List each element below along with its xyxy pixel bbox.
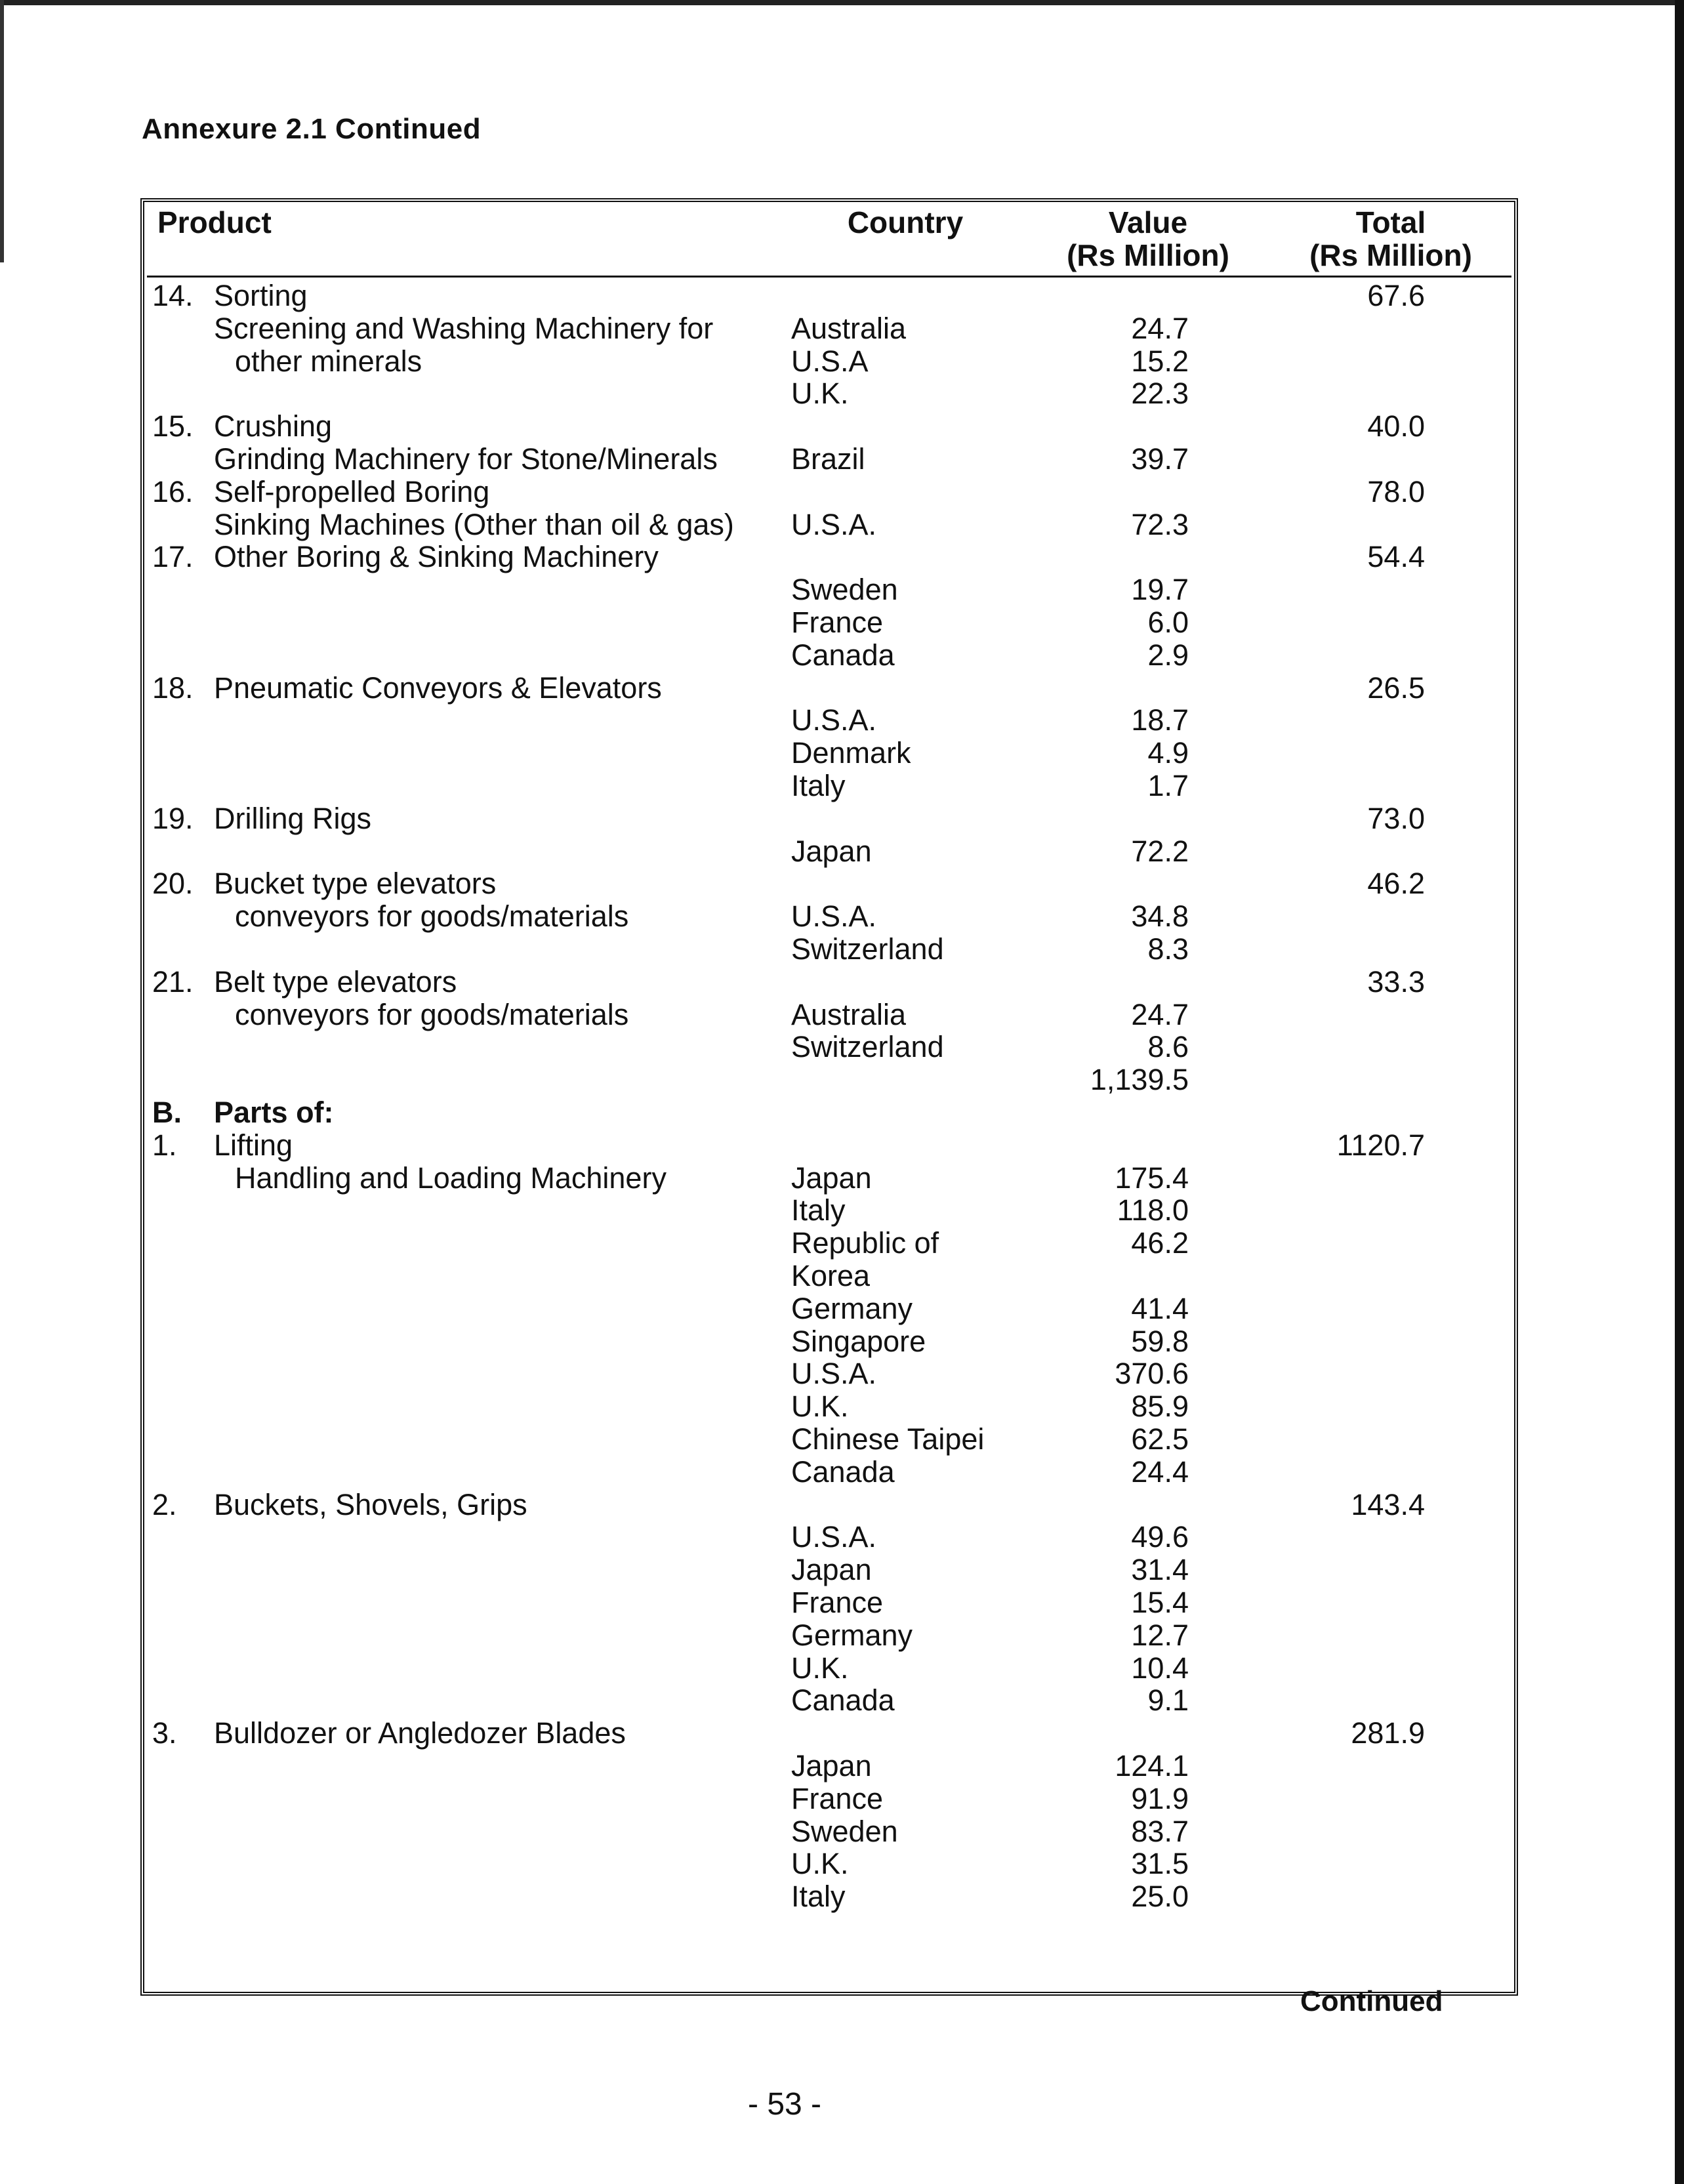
total-cell: 40.0: [1367, 409, 1425, 443]
total-cell: 67.6: [1367, 279, 1425, 312]
row-number: 15.: [152, 409, 194, 443]
value-cell: 72.3: [1131, 508, 1189, 541]
country-cell: Italy: [791, 769, 846, 802]
product-cell: other minerals: [235, 344, 422, 378]
product-cell: conveyors for goods/materials: [235, 998, 629, 1031]
country-cell: France: [791, 1586, 884, 1619]
value-cell: 72.2: [1131, 834, 1189, 868]
country-cell: U.S.A.: [791, 899, 877, 933]
total-cell: 1120.7: [1336, 1128, 1425, 1162]
country-cell: U.S.A: [791, 344, 869, 378]
value-cell: 10.4: [1131, 1651, 1189, 1685]
row-number: 21.: [152, 965, 194, 999]
value-cell: 8.3: [1147, 932, 1189, 966]
total-cell: 281.9: [1351, 1716, 1425, 1750]
page-number: - 53 -: [748, 2087, 822, 2122]
value-cell: 6.0: [1147, 606, 1189, 639]
value-cell: 39.7: [1131, 442, 1189, 476]
row-number: 16.: [152, 475, 194, 508]
country-cell: U.S.A.: [791, 1357, 877, 1390]
product-cell: Pneumatic Conveyors & Elevators: [214, 671, 662, 705]
country-cell: Sweden: [791, 1815, 898, 1848]
column-header-country: Country: [847, 205, 964, 239]
value-cell: 85.9: [1131, 1390, 1189, 1423]
product-cell: Sinking Machines (Other than oil & gas): [214, 508, 734, 541]
product-cell: Self-propelled Boring: [214, 475, 490, 508]
value-cell: 12.7: [1131, 1618, 1189, 1652]
value-cell: 370.6: [1115, 1357, 1189, 1390]
country-cell: Canada: [791, 1455, 895, 1489]
value-cell: 9.1: [1147, 1683, 1189, 1717]
value-cell: 15.2: [1131, 344, 1189, 378]
country-cell: U.K.: [791, 1847, 849, 1880]
value-cell: 24.7: [1131, 998, 1189, 1031]
value-cell: 22.3: [1131, 377, 1189, 410]
row-number: 18.: [152, 671, 194, 705]
product-cell: Grinding Machinery for Stone/Minerals: [214, 442, 718, 476]
total-cell: 73.0: [1367, 802, 1425, 835]
country-cell: Italy: [791, 1193, 846, 1227]
country-cell: U.K.: [791, 1651, 849, 1685]
value-cell: 46.2: [1131, 1226, 1189, 1260]
value-cell: 18.7: [1131, 703, 1189, 737]
value-cell: 25.0: [1131, 1880, 1189, 1913]
row-number: 2.: [152, 1488, 177, 1521]
country-cell: Japan: [791, 1749, 872, 1782]
row-number: 19.: [152, 802, 194, 835]
country-cell: Japan: [791, 1553, 872, 1586]
country-cell: Canada: [791, 638, 895, 672]
country-cell: Canada: [791, 1683, 895, 1717]
total-cell: 33.3: [1367, 965, 1425, 999]
value-cell: 1,139.5: [1090, 1063, 1189, 1096]
product-cell: Other Boring & Sinking Machinery: [214, 540, 659, 573]
column-header-total-line2: (Rs Million): [1309, 238, 1472, 272]
country-cell: U.S.A.: [791, 508, 877, 541]
column-header-product: Product: [157, 205, 272, 239]
value-cell: 24.4: [1131, 1455, 1189, 1489]
country-cell: Korea: [791, 1259, 871, 1292]
product-cell: Handling and Loading Machinery: [235, 1161, 667, 1195]
value-cell: 49.6: [1131, 1520, 1189, 1554]
country-cell: U.K.: [791, 377, 849, 410]
country-cell: Brazil: [791, 442, 865, 476]
country-cell: Switzerland: [791, 932, 944, 966]
value-cell: 8.6: [1147, 1030, 1189, 1063]
country-cell: Sweden: [791, 573, 898, 606]
row-number: 14.: [152, 279, 194, 312]
country-cell: Singapore: [791, 1325, 926, 1358]
product-cell: Screening and Washing Machinery for: [214, 312, 714, 345]
product-cell: Lifting: [214, 1128, 293, 1162]
value-cell: 4.9: [1147, 736, 1189, 770]
value-cell: 41.4: [1131, 1292, 1189, 1325]
product-cell: conveyors for goods/materials: [235, 899, 629, 933]
country-cell: Japan: [791, 1161, 872, 1195]
value-cell: 31.5: [1131, 1847, 1189, 1880]
row-number: 17.: [152, 540, 194, 573]
product-cell: Belt type elevators: [214, 965, 457, 999]
product-cell: Parts of:: [214, 1096, 334, 1129]
value-cell: 1.7: [1147, 769, 1189, 802]
country-cell: U.S.A.: [791, 1520, 877, 1554]
country-cell: U.K.: [791, 1390, 849, 1423]
column-header-value-line2: (Rs Million): [1067, 238, 1229, 272]
value-cell: 2.9: [1147, 638, 1189, 672]
value-cell: 31.4: [1131, 1553, 1189, 1586]
country-cell: France: [791, 606, 884, 639]
product-cell: Buckets, Shovels, Grips: [214, 1488, 527, 1521]
value-cell: 24.7: [1131, 312, 1189, 345]
country-cell: France: [791, 1782, 884, 1815]
product-cell: Bulldozer or Angledozer Blades: [214, 1716, 626, 1750]
value-cell: 124.1: [1115, 1749, 1189, 1782]
total-cell: 143.4: [1351, 1488, 1425, 1521]
row-number: 3.: [152, 1716, 177, 1750]
total-cell: 46.2: [1367, 867, 1425, 900]
value-cell: 59.8: [1131, 1325, 1189, 1358]
page-heading: Annexure 2.1 Continued: [142, 113, 482, 145]
country-cell: Germany: [791, 1618, 913, 1652]
value-cell: 175.4: [1115, 1161, 1189, 1195]
country-cell: Switzerland: [791, 1030, 944, 1063]
total-cell: 26.5: [1367, 671, 1425, 705]
country-cell: Germany: [791, 1292, 913, 1325]
row-number: 20.: [152, 867, 194, 900]
country-cell: Republic of: [791, 1226, 939, 1260]
value-cell: 15.4: [1131, 1586, 1189, 1619]
country-cell: Italy: [791, 1880, 846, 1913]
value-cell: 118.0: [1117, 1193, 1189, 1227]
continued-note: Continued: [1300, 1985, 1443, 2017]
value-cell: 19.7: [1131, 573, 1189, 606]
country-cell: Denmark: [791, 736, 911, 770]
row-number: B.: [152, 1096, 182, 1129]
country-cell: U.S.A.: [791, 703, 877, 737]
country-cell: Chinese Taipei: [791, 1422, 985, 1456]
product-cell: Drilling Rigs: [214, 802, 372, 835]
column-header-total-line1: Total: [1355, 205, 1426, 239]
row-number: 1.: [152, 1128, 177, 1162]
value-cell: 62.5: [1131, 1422, 1189, 1456]
total-cell: 78.0: [1367, 475, 1425, 508]
value-cell: 91.9: [1131, 1782, 1189, 1815]
country-cell: Japan: [791, 834, 872, 868]
product-cell: Sorting: [214, 279, 308, 312]
total-cell: 54.4: [1367, 540, 1425, 573]
column-header-value-line1: Value: [1108, 205, 1188, 239]
value-cell: 83.7: [1131, 1815, 1189, 1848]
country-cell: Australia: [791, 312, 907, 345]
product-cell: Crushing: [214, 409, 333, 443]
value-cell: 34.8: [1131, 899, 1189, 933]
product-cell: Bucket type elevators: [214, 867, 497, 900]
country-cell: Australia: [791, 998, 907, 1031]
